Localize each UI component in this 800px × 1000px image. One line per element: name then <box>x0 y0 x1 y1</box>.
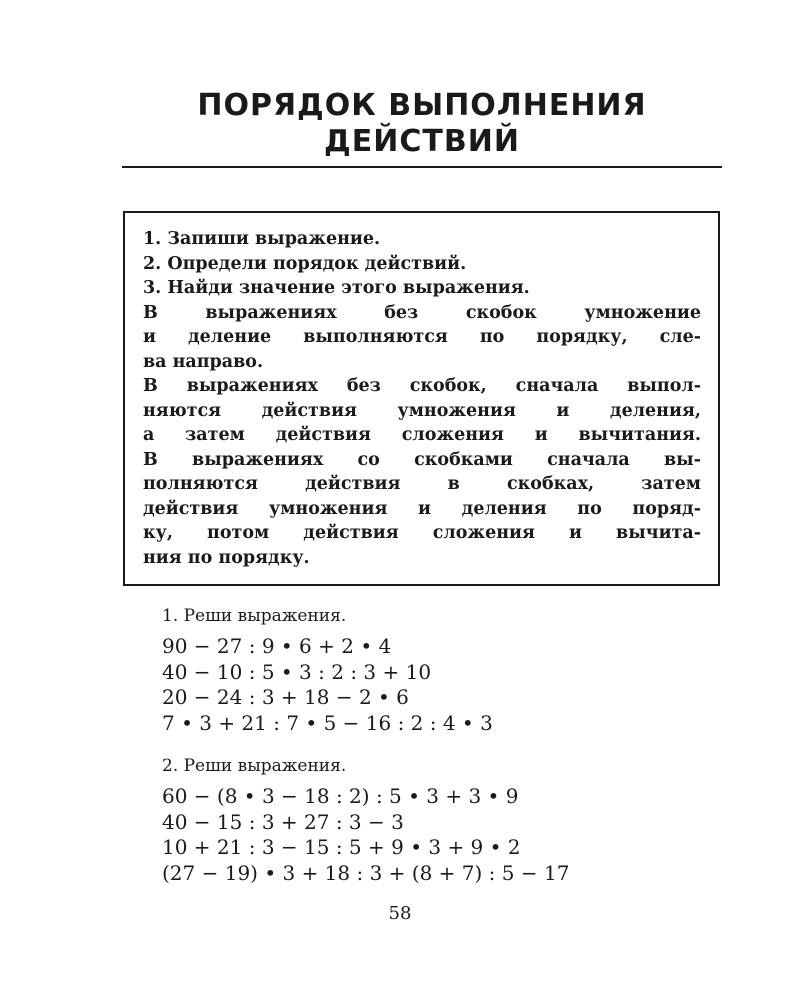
rule-line: В выражениях без скобок, сначала выпол- <box>143 376 701 396</box>
expression: 90 − 27 : 9 • 6 + 2 • 4 <box>162 634 392 658</box>
rule-line: ния по порядку. <box>143 547 310 568</box>
page-title-line-2: ДЕЙСТВИЙ <box>324 124 520 159</box>
rule-step-3: 3. Найди значение этого выражения. <box>143 278 530 298</box>
title-divider <box>122 166 722 168</box>
expression: (27 − 19) • 3 + 18 : 3 + (8 + 7) : 5 − 17 <box>162 860 570 885</box>
task-2-expressions <box>162 784 569 886</box>
rule-step-2: 2. Определи порядок действий. <box>143 253 467 274</box>
rule-line: В выражениях со скобками сначала вы- <box>143 449 701 470</box>
expression: 7 • 3 + 21 : 7 • 5 − 16 : 2 : 4 • 3 <box>162 710 493 735</box>
rule-line: и деление выполняются по порядку, сле- <box>143 327 701 347</box>
task-2-heading: 2. Реши выражения. <box>162 756 347 776</box>
rule-line: няются действия умножения и деления, <box>143 400 701 421</box>
rule-line: ва направо. <box>143 351 264 372</box>
rule-line: ку, потом действия сложения и вычита- <box>143 523 701 543</box>
task-1-expressions <box>162 634 493 736</box>
page-number: 58 <box>388 903 412 924</box>
task-1-heading: 1. Реши выражения. <box>162 606 347 626</box>
page-title-line-1: ПОРЯДОК ВЫПОЛНЕНИЯ <box>197 88 647 123</box>
expression: 40 − 15 : 3 + 27 : 3 − 3 <box>162 809 404 834</box>
expression: 20 − 24 : 3 + 18 − 2 • 6 <box>162 685 409 709</box>
rule-line: а затем действия сложения и вычитания. <box>143 425 701 445</box>
rule-line: действия умножения и деления по поряд- <box>143 498 701 519</box>
rule-step-1: 1. Запиши выражение. <box>143 229 381 249</box>
rules-box <box>123 211 720 586</box>
expression: 40 − 10 : 5 • 3 : 2 : 3 + 10 <box>162 659 432 684</box>
expression: 60 − (8 • 3 − 18 : 2) : 5 • 3 + 3 • 9 <box>162 784 519 808</box>
rule-line: полняются действия в скобках, затем <box>143 474 701 494</box>
expression: 10 + 21 : 3 − 15 : 5 + 9 • 3 + 9 • 2 <box>162 835 521 859</box>
page-title <box>120 88 724 160</box>
rule-line: В выражениях без скобок умножение <box>143 302 701 323</box>
